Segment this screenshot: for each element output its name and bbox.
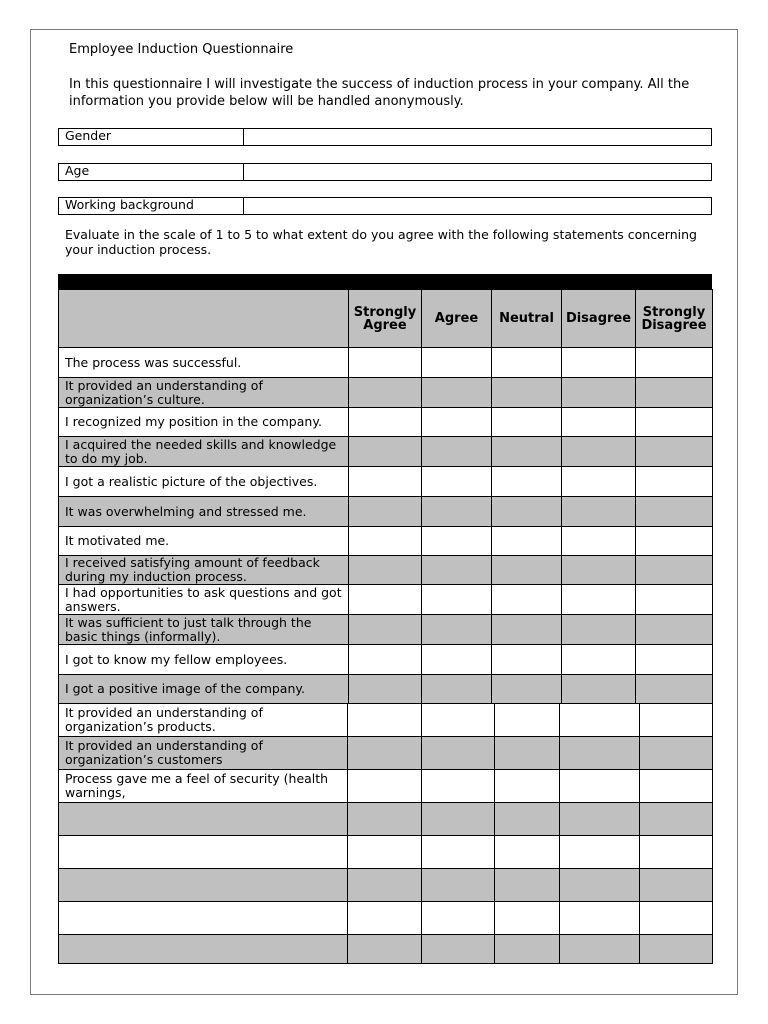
age-field[interactable] <box>58 163 712 181</box>
header-agree: Agree <box>422 290 492 348</box>
rating-cell-strongly-agree[interactable] <box>349 497 422 527</box>
rating-cell-disagree[interactable] <box>562 497 636 527</box>
statement-text <box>59 836 348 869</box>
rating-cell-neutral[interactable] <box>495 902 560 935</box>
rating-cell-strongly-disagree[interactable] <box>636 497 713 527</box>
statement-row <box>59 527 713 556</box>
rating-cell-neutral[interactable] <box>495 803 560 836</box>
age-input[interactable] <box>244 164 711 180</box>
rating-cell-strongly-agree[interactable] <box>349 467 422 497</box>
extra-statement-row <box>59 869 713 902</box>
rating-cell-strongly-agree[interactable] <box>349 437 422 467</box>
rating-cell-strongly-agree[interactable] <box>348 737 422 770</box>
extra-statement-row <box>59 770 713 803</box>
rating-cell-strongly-agree[interactable] <box>349 556 422 585</box>
rating-cell-disagree[interactable] <box>560 704 640 737</box>
statement-row <box>59 645 713 675</box>
rating-cell-strongly-agree[interactable] <box>349 615 422 645</box>
statement-text <box>59 869 348 902</box>
statement-row <box>59 408 713 437</box>
rating-cell-disagree[interactable] <box>562 645 636 675</box>
rating-cell-neutral[interactable] <box>495 770 560 803</box>
rating-cell-agree[interactable] <box>422 869 495 902</box>
statement-text: It was overwhelming and stressed me. <box>59 497 349 527</box>
extra-statement-row <box>59 704 713 737</box>
rating-cell-strongly-disagree[interactable] <box>640 836 713 869</box>
instruction-text: Evaluate in the scale of 1 to 5 to what extent do you agree with the following statements concerning your induction process. <box>65 227 697 257</box>
extra-statement-row <box>59 803 713 836</box>
page-title: Employee Induction Questionnaire <box>69 42 294 57</box>
rating-cell-strongly-agree[interactable] <box>348 869 422 902</box>
rating-cell-agree[interactable] <box>422 497 492 527</box>
rating-cell-strongly-agree[interactable] <box>349 645 422 675</box>
rating-cell-disagree[interactable] <box>562 378 636 408</box>
extra-rating-table <box>58 703 713 964</box>
header-strongly-disagree: Strongly Disagree <box>636 290 713 348</box>
rating-cell-strongly-agree[interactable] <box>348 902 422 935</box>
rating-cell-strongly-disagree[interactable] <box>636 556 713 585</box>
rating-cell-disagree[interactable] <box>560 803 640 836</box>
rating-cell-neutral[interactable] <box>492 615 562 645</box>
header-strongly-agree: Strongly Agree <box>349 290 422 348</box>
rating-cell-neutral[interactable] <box>492 497 562 527</box>
header-disagree: Disagree <box>562 290 636 348</box>
statement-text: I got to know my fellow employees. <box>59 645 349 675</box>
rating-cell-agree[interactable] <box>422 437 492 467</box>
rating-cell-agree[interactable] <box>422 645 492 675</box>
rating-cell-strongly-agree[interactable] <box>348 770 422 803</box>
rating-cell-strongly-disagree[interactable] <box>640 902 713 935</box>
rating-cell-agree[interactable] <box>422 935 495 964</box>
statement-text: It was sufficient to just talk through the basic things (informally). <box>59 615 349 645</box>
rating-table <box>58 289 713 704</box>
statement-text: Process gave me a feel of security (health warnings, <box>59 770 348 803</box>
rating-cell-disagree[interactable] <box>560 869 640 902</box>
rating-cell-disagree[interactable] <box>562 467 636 497</box>
gender-label: Gender <box>59 129 244 145</box>
rating-cell-agree[interactable] <box>422 585 492 615</box>
statement-text <box>59 902 348 935</box>
working-background-label: Working background <box>59 198 244 214</box>
intro-text: In this questionnaire I will investigate the success of induction process in your company. All the information you provide below will be handled anonymously. <box>69 77 690 109</box>
statement-text: It provided an understanding of organization’s culture. <box>59 378 349 408</box>
rating-cell-neutral[interactable] <box>492 556 562 585</box>
table-header-row <box>59 290 713 348</box>
rating-cell-disagree[interactable] <box>562 527 636 556</box>
rating-cell-disagree[interactable] <box>562 408 636 437</box>
rating-cell-agree[interactable] <box>422 737 495 770</box>
rating-cell-neutral[interactable] <box>495 935 560 964</box>
header-neutral: Neutral <box>492 290 562 348</box>
rating-cell-strongly-agree[interactable] <box>348 935 422 964</box>
statement-text: I had opportunities to ask questions and got answers. <box>59 585 349 615</box>
statement-text: It provided an understanding of organization’s customers <box>59 737 348 770</box>
rating-cell-agree[interactable] <box>422 770 495 803</box>
rating-cell-strongly-disagree[interactable] <box>636 585 713 615</box>
rating-cell-strongly-disagree[interactable] <box>636 437 713 467</box>
rating-cell-agree[interactable] <box>422 803 495 836</box>
rating-cell-strongly-disagree[interactable] <box>640 704 713 737</box>
rating-cell-strongly-agree[interactable] <box>348 704 422 737</box>
statement-text: I received satisfying amount of feedback during my induction process. <box>59 556 349 585</box>
rating-cell-agree[interactable] <box>422 408 492 437</box>
rating-cell-neutral[interactable] <box>492 408 562 437</box>
statement-text: I got a realistic picture of the objectives. <box>59 467 349 497</box>
statement-text: It provided an understanding of organization’s products. <box>59 704 348 737</box>
rating-cell-strongly-disagree[interactable] <box>636 675 713 704</box>
rating-cell-strongly-disagree[interactable] <box>640 869 713 902</box>
rating-cell-agree[interactable] <box>422 556 492 585</box>
rating-cell-strongly-disagree[interactable] <box>640 803 713 836</box>
extra-statement-row <box>59 902 713 935</box>
rating-cell-strongly-agree[interactable] <box>349 348 422 378</box>
rating-cell-disagree[interactable] <box>560 902 640 935</box>
rating-cell-disagree[interactable] <box>562 348 636 378</box>
table-header-bar <box>58 274 712 289</box>
rating-cell-agree[interactable] <box>422 378 492 408</box>
rating-cell-strongly-agree[interactable] <box>349 527 422 556</box>
rating-cell-strongly-disagree[interactable] <box>636 615 713 645</box>
rating-cell-strongly-disagree[interactable] <box>640 935 713 964</box>
statement-row <box>59 675 713 704</box>
working-background-input[interactable] <box>244 198 711 214</box>
statement-text: I got a positive image of the company. <box>59 675 349 704</box>
rating-cell-neutral[interactable] <box>492 675 562 704</box>
working-background-field[interactable] <box>58 197 712 215</box>
rating-cell-agree[interactable] <box>422 675 492 704</box>
statement-row <box>59 437 713 467</box>
rating-cell-disagree[interactable] <box>562 556 636 585</box>
rating-cell-neutral[interactable] <box>495 704 560 737</box>
rating-cell-disagree[interactable] <box>560 935 640 964</box>
gender-input[interactable] <box>244 129 711 145</box>
statement-text: It motivated me. <box>59 527 349 556</box>
gender-field[interactable] <box>58 128 712 146</box>
rating-cell-disagree[interactable] <box>560 836 640 869</box>
statement-text: I acquired the needed skills and knowledge to do my job. <box>59 437 349 467</box>
rating-cell-strongly-disagree[interactable] <box>636 645 713 675</box>
statement-text: I recognized my position in the company. <box>59 408 349 437</box>
rating-cell-strongly-agree[interactable] <box>349 408 422 437</box>
rating-cell-strongly-disagree[interactable] <box>636 467 713 497</box>
rating-cell-neutral[interactable] <box>495 836 560 869</box>
rating-cell-neutral[interactable] <box>495 869 560 902</box>
rating-cell-strongly-disagree[interactable] <box>640 770 713 803</box>
age-label: Age <box>59 164 244 180</box>
rating-cell-strongly-agree[interactable] <box>349 585 422 615</box>
rating-cell-neutral[interactable] <box>492 645 562 675</box>
rating-cell-agree[interactable] <box>422 902 495 935</box>
rating-cell-agree[interactable] <box>422 467 492 497</box>
statement-row <box>59 615 713 645</box>
rating-cell-agree[interactable] <box>422 527 492 556</box>
rating-cell-disagree[interactable] <box>562 675 636 704</box>
rating-cell-strongly-disagree[interactable] <box>636 408 713 437</box>
rating-cell-strongly-agree[interactable] <box>348 836 422 869</box>
statement-row <box>59 378 713 408</box>
rating-cell-agree[interactable] <box>422 348 492 378</box>
extra-statement-row <box>59 836 713 869</box>
rating-cell-neutral[interactable] <box>492 467 562 497</box>
rating-cell-neutral[interactable] <box>492 585 562 615</box>
rating-cell-neutral[interactable] <box>492 437 562 467</box>
rating-cell-strongly-agree[interactable] <box>349 675 422 704</box>
rating-cell-strongly-agree[interactable] <box>349 378 422 408</box>
statement-row <box>59 467 713 497</box>
rating-cell-agree[interactable] <box>422 704 495 737</box>
rating-cell-neutral[interactable] <box>492 378 562 408</box>
extra-statement-row <box>59 737 713 770</box>
rating-cell-agree[interactable] <box>422 615 492 645</box>
rating-cell-strongly-disagree[interactable] <box>636 348 713 378</box>
rating-cell-strongly-disagree[interactable] <box>640 737 713 770</box>
statement-row <box>59 585 713 615</box>
statement-row <box>59 348 713 378</box>
rating-cell-disagree[interactable] <box>560 770 640 803</box>
rating-cell-disagree[interactable] <box>562 437 636 467</box>
rating-cell-disagree[interactable] <box>560 737 640 770</box>
statement-header-cell <box>59 290 349 348</box>
rating-cell-neutral[interactable] <box>495 737 560 770</box>
extra-statement-row <box>59 935 713 964</box>
rating-cell-disagree[interactable] <box>562 615 636 645</box>
statement-text <box>59 935 348 964</box>
statement-row <box>59 556 713 585</box>
rating-cell-agree[interactable] <box>422 836 495 869</box>
statement-row <box>59 497 713 527</box>
rating-cell-neutral[interactable] <box>492 527 562 556</box>
rating-cell-strongly-disagree[interactable] <box>636 527 713 556</box>
statement-text <box>59 803 348 836</box>
rating-cell-strongly-agree[interactable] <box>348 803 422 836</box>
rating-cell-disagree[interactable] <box>562 585 636 615</box>
rating-cell-strongly-disagree[interactable] <box>636 378 713 408</box>
rating-cell-neutral[interactable] <box>492 348 562 378</box>
statement-text: The process was successful. <box>59 348 349 378</box>
